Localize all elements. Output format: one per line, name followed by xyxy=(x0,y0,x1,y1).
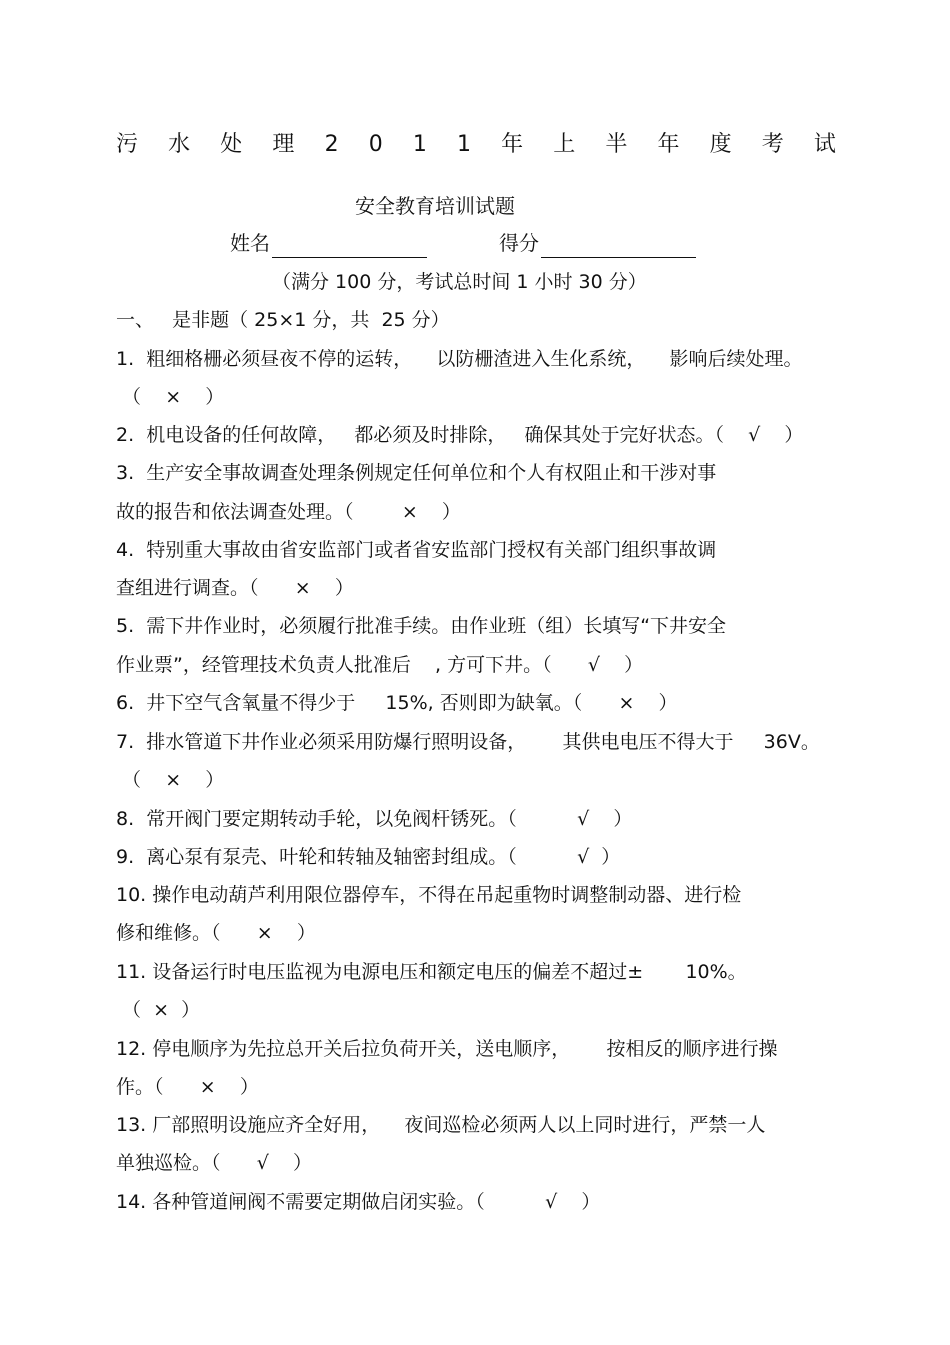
question-line: 3. 生产安全事故调查处理条例规定任何单位和个人有权阻止和干涉对事 xyxy=(116,462,717,484)
exam-subtitle-title: 安全教育培训试题 xyxy=(355,194,515,218)
question-line: 作。（ × ） xyxy=(116,1076,259,1098)
question-line: 8. 常开阀门要定期转动手轮，以免阀杆锈死。（ √ ） xyxy=(116,808,633,830)
title-char: 水 xyxy=(168,132,191,157)
title-char: 考 xyxy=(761,132,784,157)
name-blank[interactable] xyxy=(272,233,427,258)
exam-title xyxy=(116,130,836,160)
title-char: 理 xyxy=(272,132,295,157)
question-line: 修和维修。（ × ） xyxy=(116,922,316,944)
question-line: 14. 各种管道闸阀不需要定期做启闭实验。（ √ ） xyxy=(116,1191,601,1213)
question-line: 5. 需下井作业时，必须履行批准手续。由作业班（组）长填写“下井安全 xyxy=(116,615,727,637)
title-char: 上 xyxy=(553,132,576,157)
question-line: 6. 井下空气含氧量不得少于 15%, 否则即为缺氧。（ × ） xyxy=(116,692,678,714)
score-field xyxy=(499,228,696,258)
question-line: 13. 厂部照明设施应齐全好用， 夜间巡检必须两人以上同时进行，严禁一人 xyxy=(116,1114,766,1136)
title-char: 处 xyxy=(220,132,243,157)
question-line: （ × ） xyxy=(116,769,225,791)
question-line: 9. 离心泵有泵壳、叶轮和转轴及轴密封组成。（ √ ） xyxy=(116,846,621,868)
title-char: 年 xyxy=(501,132,524,157)
question-line: 故的报告和依法调查处理。（ × ） xyxy=(116,501,461,523)
question-line: 1. 粗细格栅必须昼夜不停的运转， 以防栅渣进入生化系统， 影响后续处理。 xyxy=(116,348,803,370)
question-line: 作业票”，经管理技术负责人批准后 , 方可下井。（ √ ） xyxy=(116,654,644,676)
name-field xyxy=(230,228,427,258)
title-char: 2 xyxy=(324,132,339,157)
section-heading: 一、 是非题（ 25×1 分，共 25 分） xyxy=(116,309,450,331)
question-line: 7. 排水管道下井作业必须采用防爆行照明设备， 其供电电压不得大于 36V。 xyxy=(116,731,820,753)
question-line: （ × ） xyxy=(116,386,225,408)
title-char: 1 xyxy=(456,132,471,157)
question-line: （ × ） xyxy=(116,999,201,1021)
title-char: 度 xyxy=(709,132,732,157)
title-char: 年 xyxy=(657,132,680,157)
question-line: 2. 机电设备的任何故障， 都必须及时排除， 确保其处于完好状态。（ √ ） xyxy=(116,424,804,446)
exam-info: （满分 100 分，考试总时间 1 小时 30 分） xyxy=(272,271,647,293)
title-char: 1 xyxy=(412,132,427,157)
question-line: 10. 操作电动葫芦利用限位器停车，不得在吊起重物时调整制动器、进行检 xyxy=(116,884,742,906)
question-line: 4. 特别重大事故由省安监部门或者省安监部门授权有关部门组织事故调 xyxy=(116,539,717,561)
title-char: 0 xyxy=(368,132,383,157)
title-char: 半 xyxy=(605,132,628,157)
title-char: 污 xyxy=(116,132,139,157)
score-blank[interactable] xyxy=(541,233,696,258)
question-line: 单独巡检。（ √ ） xyxy=(116,1152,313,1174)
question-line: 11. 设备运行时电压监视为电源电压和额定电压的偏差不超过± 10%。 xyxy=(116,961,747,983)
question-line: 12. 停电顺序为先拉总开关后拉负荷开关，送电顺序， 按相反的顺序进行操 xyxy=(116,1038,778,1060)
title-char: 试 xyxy=(813,132,836,157)
name-label: 姓名 xyxy=(230,231,270,255)
score-label: 得分 xyxy=(499,231,539,255)
question-line: 查组进行调查。（ × ） xyxy=(116,577,354,599)
